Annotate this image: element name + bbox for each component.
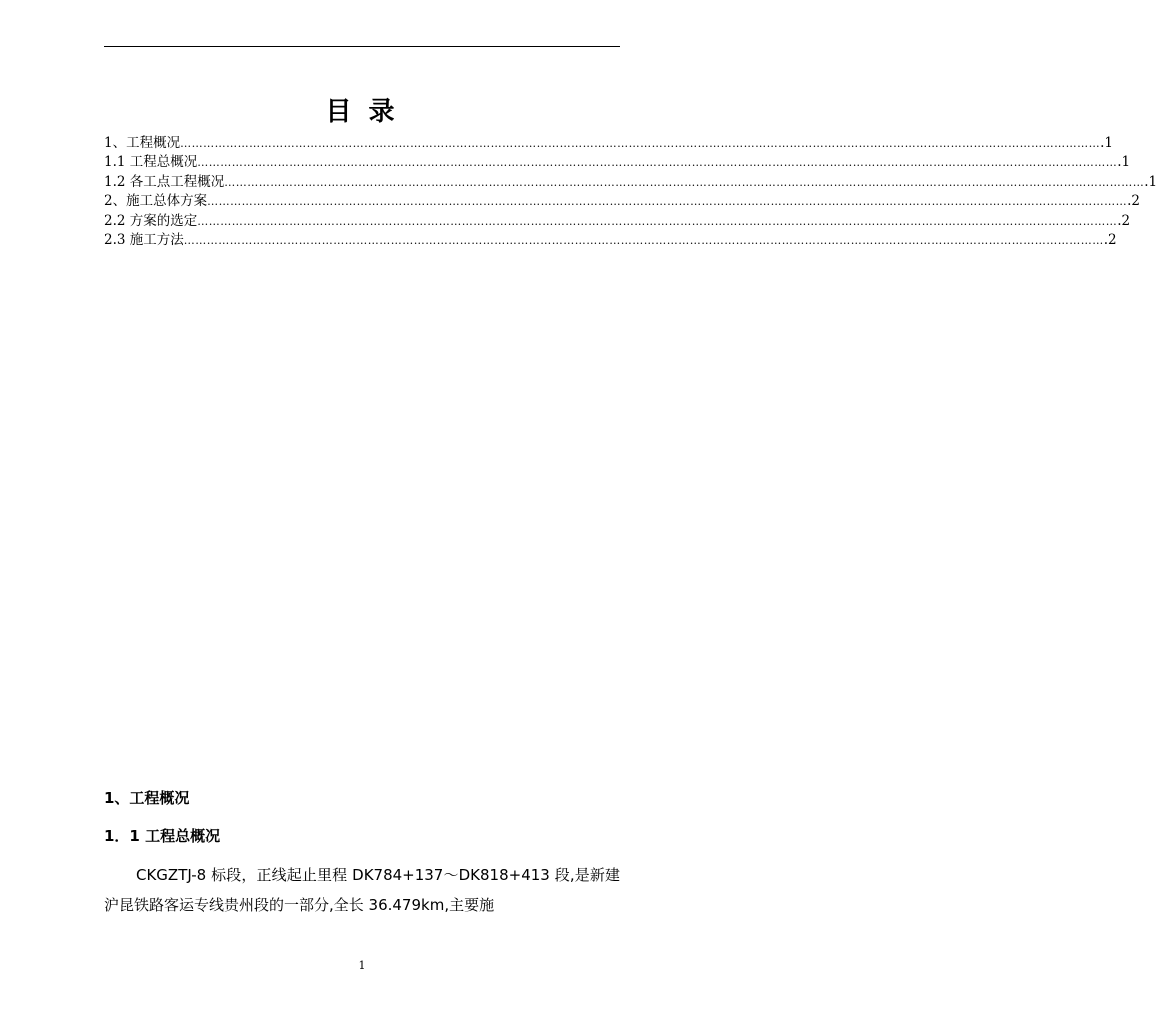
toc-leader: …………………………………………………………………………………………………………………………………………………………………………………………………………………… xyxy=(224,175,1145,189)
toc-leader: …………………………………………………………………………………………………………………………………………………………………………………………………………………… xyxy=(180,137,1101,150)
toc-entry[interactable] xyxy=(104,173,1157,192)
toc-entry[interactable] xyxy=(104,231,1117,250)
toc-entry[interactable] xyxy=(104,192,1140,211)
toc-leader: …………………………………………………………………………………………………………………………………………………………………………………………………………………… xyxy=(207,195,1128,209)
toc-entry[interactable] xyxy=(104,153,1131,172)
toc-entry[interactable] xyxy=(104,134,1113,153)
toc-leader: …………………………………………………………………………………………………………………………………………………………………………………………………………………… xyxy=(197,214,1118,228)
toc-entry-text: 2.3 施工方法 xyxy=(104,231,184,248)
toc-entry-page: .1 xyxy=(1100,135,1113,151)
toc-entry-text: 2、施工总体方案 xyxy=(104,193,208,210)
toc-title: 目 录 xyxy=(325,97,399,127)
table-of-contents xyxy=(104,134,1157,250)
toc-entry[interactable] xyxy=(104,212,1131,231)
body-paragraph: CKGZTJ-8 标段，正线起止里程 DK784+137～DK818+413 段,是新建沪昆铁路客运专线贵州段的一部分,全长 36.479km,主要施 xyxy=(104,866,620,914)
toc-entry-text: 1.1 工程总概况 xyxy=(104,154,198,171)
toc-entry-text: 1、工程概况 xyxy=(104,135,181,151)
toc-entry-page: .1 xyxy=(1117,154,1131,171)
toc-leader: …………………………………………………………………………………………………………………………………………………………………………………………………………………… xyxy=(183,233,1104,247)
toc-entry-page: .1 xyxy=(1144,173,1157,190)
page-number: 1 xyxy=(358,959,366,972)
toc-entry-text: 1.2 各工点工程概况 xyxy=(104,173,225,190)
toc-entry-text: 2.2 方案的选定 xyxy=(104,212,198,229)
toc-entry-page: .2 xyxy=(1117,212,1131,229)
subsection-heading: 1．1 工程总概况 xyxy=(104,827,221,845)
section-heading: 1、工程概况 xyxy=(104,789,190,807)
toc-entry-page: .2 xyxy=(1127,193,1140,210)
toc-entry-page: .2 xyxy=(1103,231,1117,248)
toc-leader: …………………………………………………………………………………………………………………………………………………………………………………………………………………… xyxy=(197,156,1118,170)
header-rule xyxy=(104,46,620,47)
